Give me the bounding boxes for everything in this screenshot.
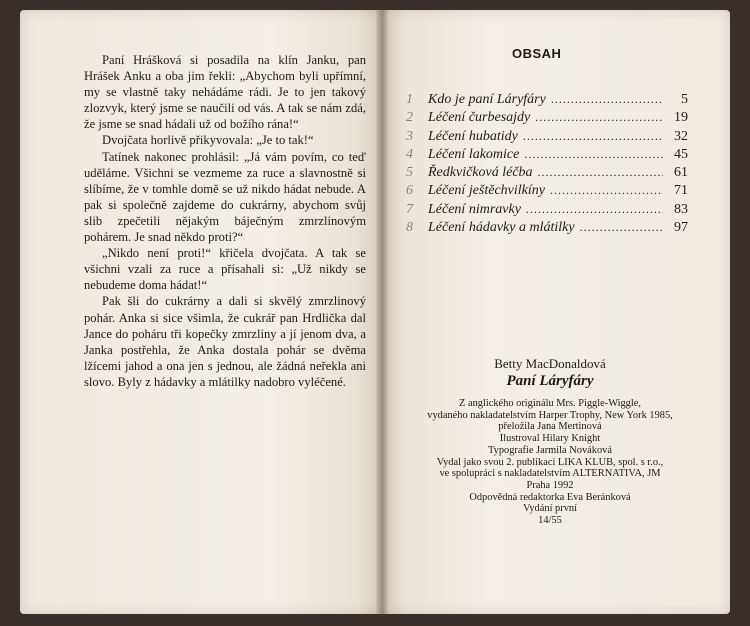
- colophon-line: Vydal jako svou 2. publikaci LIKA KLUB, spol. s r.o.,: [436, 456, 664, 468]
- book-title: Paní Láryfáry: [506, 373, 594, 389]
- colophon-line: Praha 1992: [526, 479, 574, 491]
- story-paragraph: „Nikdo není proti!“ křičela dvojčata. A tak se všichni vzali za ruce a přísahali si: „Už nikdy se nebudeme doma hádat!“: [84, 246, 366, 293]
- toc-entry: [406, 110, 688, 128]
- colophon-line: ve spolupráci s nakladatelstvím ALTERNATIVA, JM: [439, 468, 661, 480]
- toc-entry-page: 61: [674, 165, 688, 181]
- colophon-line: Ilustroval Hilary Knight: [499, 433, 601, 445]
- toc-entry-number: 3: [406, 128, 413, 144]
- toc-entry-page: 71: [674, 183, 688, 199]
- colophon-line: Typografie Jarmila Nováková: [488, 444, 612, 456]
- toc-entry-number: 8: [406, 220, 413, 236]
- toc-title: OBSAH: [512, 46, 562, 61]
- colophon: [420, 398, 680, 527]
- colophon-line: vydaného nakladatelstvím Harper Trophy, New York 1985,: [427, 409, 673, 421]
- toc-entry-page: 19: [674, 110, 688, 126]
- table-of-contents: [406, 92, 688, 238]
- story-paragraph: Pak šli do cukrárny a dali si skvělý zmrzlinový pohár. Anka si sice všimla, že cukrář pan Hrdlička dal Jance do poháru tři kopečky zmrzliny a jí jenom dva, a Janka postřehla, že Anka dostala pohár se dvěma lžícemi jahod a ona jen s jednou, ale žádná neřekla ani slovo. Byly z hádavky a mlátilky nadobro vyléčené.: [84, 294, 366, 389]
- toc-entry-number: 4: [406, 146, 413, 162]
- toc-entry-number: 5: [406, 165, 413, 181]
- story-paragraph: Paní Hrášková si posadila na klín Janku, pan Hrášek Anku a oba jim řekli: „Abychom byli upřímní, my se vlastně taky nehádáme rádi. Je to jen takový zlozvyk, který jsme se naučili od vás. A tak se nám zdá, že jsme se snad hádali už od božího rána!“: [84, 53, 366, 132]
- book-gutter: [376, 10, 388, 614]
- toc-entry: [406, 147, 688, 165]
- story-paragraph: Dvojčata horlivě přikyvovala: „Je to tak!“: [102, 133, 314, 148]
- toc-entry-label: Léčení nimravky: [428, 201, 521, 217]
- colophon-line: přeložila Jana Mertinová: [498, 421, 602, 433]
- story-paragraph: Tatínek nakonec prohlásil: „Já vám povím, co teď uděláme. Všichni se vezmeme za ruce a slavnostně si slíbíme, že v tomhle domě se už nikdo hádat nebude. A pak si společně zajdeme do cukrárny, abychom svůj slib zpečetili nějakým báječným zmrzlinovým pohárem. Je snad někdo proti?“: [84, 149, 366, 245]
- toc-entry-label: Léčení ještěchvilkíny: [428, 183, 545, 199]
- toc-leader-dots: [538, 165, 663, 180]
- toc-leader-dots: [550, 183, 663, 198]
- toc-leader-dots: [551, 92, 663, 107]
- toc-entry: [406, 92, 688, 110]
- toc-entry: [406, 183, 688, 201]
- toc-entry-page: 97: [674, 220, 688, 236]
- toc-leader-dots: [524, 147, 663, 162]
- toc-entry-label: Kdo je paní Láryfáry: [428, 92, 546, 107]
- colophon-line: Odpovědná redaktorka Eva Beránková: [469, 491, 631, 503]
- toc-entry: [406, 202, 688, 220]
- toc-entry: [406, 129, 688, 147]
- toc-leader-dots: [580, 220, 663, 235]
- toc-entry-label: Léčení hubatidy: [428, 128, 518, 144]
- toc-entry-page: 83: [674, 201, 688, 217]
- book-heading: [430, 356, 670, 390]
- toc-entry-number: 1: [406, 92, 413, 107]
- toc-leader-dots: [523, 129, 663, 144]
- toc-entry-label: Léčení čurbesajdy: [428, 110, 531, 126]
- toc-entry: [406, 165, 688, 183]
- toc-leader-dots: [526, 202, 663, 217]
- toc-entry-label: Léčení hádavky a mlátilky: [428, 220, 575, 236]
- toc-leader-dots: [535, 110, 663, 125]
- toc-entry-label: Léčení lakomice: [428, 146, 520, 162]
- colophon-line: Z anglického originálu Mrs. Piggle-Wiggle,: [459, 398, 641, 409]
- toc-entry-number: 7: [406, 201, 413, 217]
- toc-entry-page: 5: [681, 92, 688, 107]
- toc-entry-page: 45: [674, 146, 688, 162]
- colophon-line: 14/55: [538, 515, 562, 527]
- toc-entry-number: 6: [406, 183, 413, 199]
- colophon-line: Vydání první: [523, 503, 577, 515]
- toc-entry-number: 2: [406, 110, 413, 126]
- story-text: [84, 52, 366, 390]
- toc-entry-label: Ředkvičková léčba: [428, 165, 533, 181]
- toc-entry-page: 32: [674, 128, 688, 144]
- toc-entry: [406, 220, 688, 238]
- book-author: Betty MacDonaldová: [494, 356, 606, 371]
